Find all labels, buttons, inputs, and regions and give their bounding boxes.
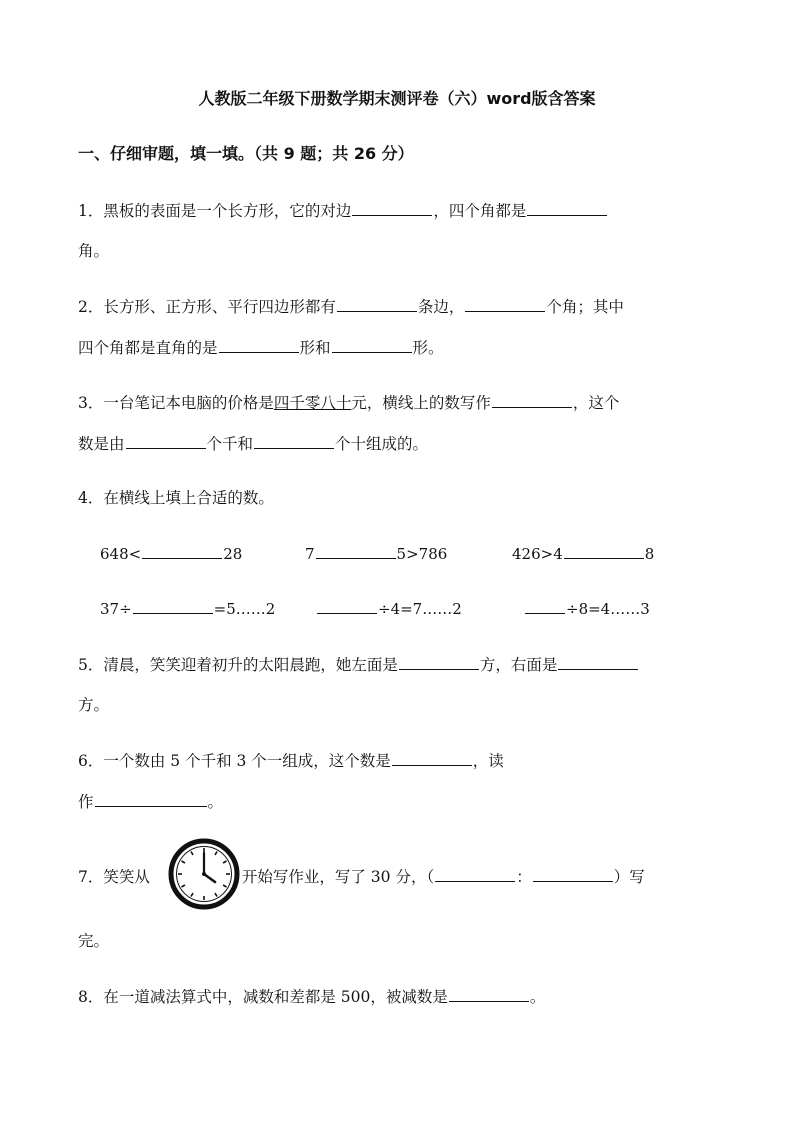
answer-blank[interactable]: [525, 597, 565, 614]
question-2-line-2: 四个角都是直角的是 形和 形。: [78, 336, 444, 359]
answer-blank[interactable]: [527, 199, 607, 216]
question-5-line-2: 方。: [78, 696, 110, 714]
answer-blank[interactable]: [126, 432, 206, 449]
answer-blank[interactable]: [142, 542, 222, 559]
question-8-line-1: 8．在一道减法算式中，减数和差都是 500，被减数是 。: [78, 985, 545, 1008]
answer-blank[interactable]: [337, 295, 417, 312]
q4-item-1: 648< 28: [100, 542, 242, 563]
q4-item-3: 426>4 8: [512, 542, 654, 563]
question-3-line-1: 3．一台笔记本电脑的价格是四千零八十元，横线上的数写作 ，这个: [78, 391, 619, 414]
clock-icon: [168, 838, 240, 910]
answer-blank-hour[interactable]: [435, 865, 515, 882]
answer-blank[interactable]: [449, 985, 529, 1002]
question-3-line-2: 数是由 个千和 个十组成的。: [78, 432, 428, 455]
question-4-label: 4．在横线上填上合适的数。: [78, 489, 274, 507]
question-7-line-2: 完。: [78, 932, 110, 950]
answer-blank[interactable]: [352, 199, 432, 216]
answer-blank[interactable]: [492, 391, 572, 408]
question-6-line-2: 作 。: [78, 790, 223, 813]
answer-blank[interactable]: [558, 653, 638, 670]
answer-blank[interactable]: [465, 295, 545, 312]
q4-item-2: 7 5>786: [305, 542, 447, 563]
section-heading: 一、仔细审题，填一填。（共 9 题；共 26 分）: [78, 144, 414, 163]
answer-blank-minute[interactable]: [533, 865, 613, 882]
question-2-line-1: 2．长方形、正方形、平行四边形都有 条边， 个角；其中: [78, 295, 624, 318]
q4-item-5: ÷4=7……2: [316, 597, 462, 618]
underlined-number-words: 四千零八十: [273, 394, 352, 412]
question-5-line-1: 5．清晨，笑笑迎着初升的太阳晨跑，她左面是 方，右面是: [78, 653, 639, 676]
answer-blank[interactable]: [316, 542, 396, 559]
answer-blank[interactable]: [254, 432, 334, 449]
answer-blank[interactable]: [133, 597, 213, 614]
question-7-line-1: 7．笑笑从 开始写作业，写了 30 分，（ ： ）写: [78, 865, 645, 888]
answer-blank[interactable]: [95, 790, 207, 807]
q4-item-6: ÷8=4……3: [524, 597, 650, 618]
answer-blank[interactable]: [399, 653, 479, 670]
answer-blank[interactable]: [332, 336, 412, 353]
question-6-line-1: 6．一个数由 5 个千和 3 个一组成，这个数是 ，读: [78, 749, 504, 772]
question-1-line-1: 1．黑板的表面是一个长方形，它的对边 ，四个角都是: [78, 199, 608, 222]
page-title: 人教版二年级下册数学期末测评卷（六）word版含答案: [198, 89, 596, 108]
answer-blank[interactable]: [392, 749, 472, 766]
answer-blank[interactable]: [564, 542, 644, 559]
q4-item-4: 37÷ =5……2: [100, 597, 275, 618]
question-1-line-2: 角。: [78, 242, 110, 260]
answer-blank[interactable]: [317, 597, 377, 614]
answer-blank[interactable]: [219, 336, 299, 353]
